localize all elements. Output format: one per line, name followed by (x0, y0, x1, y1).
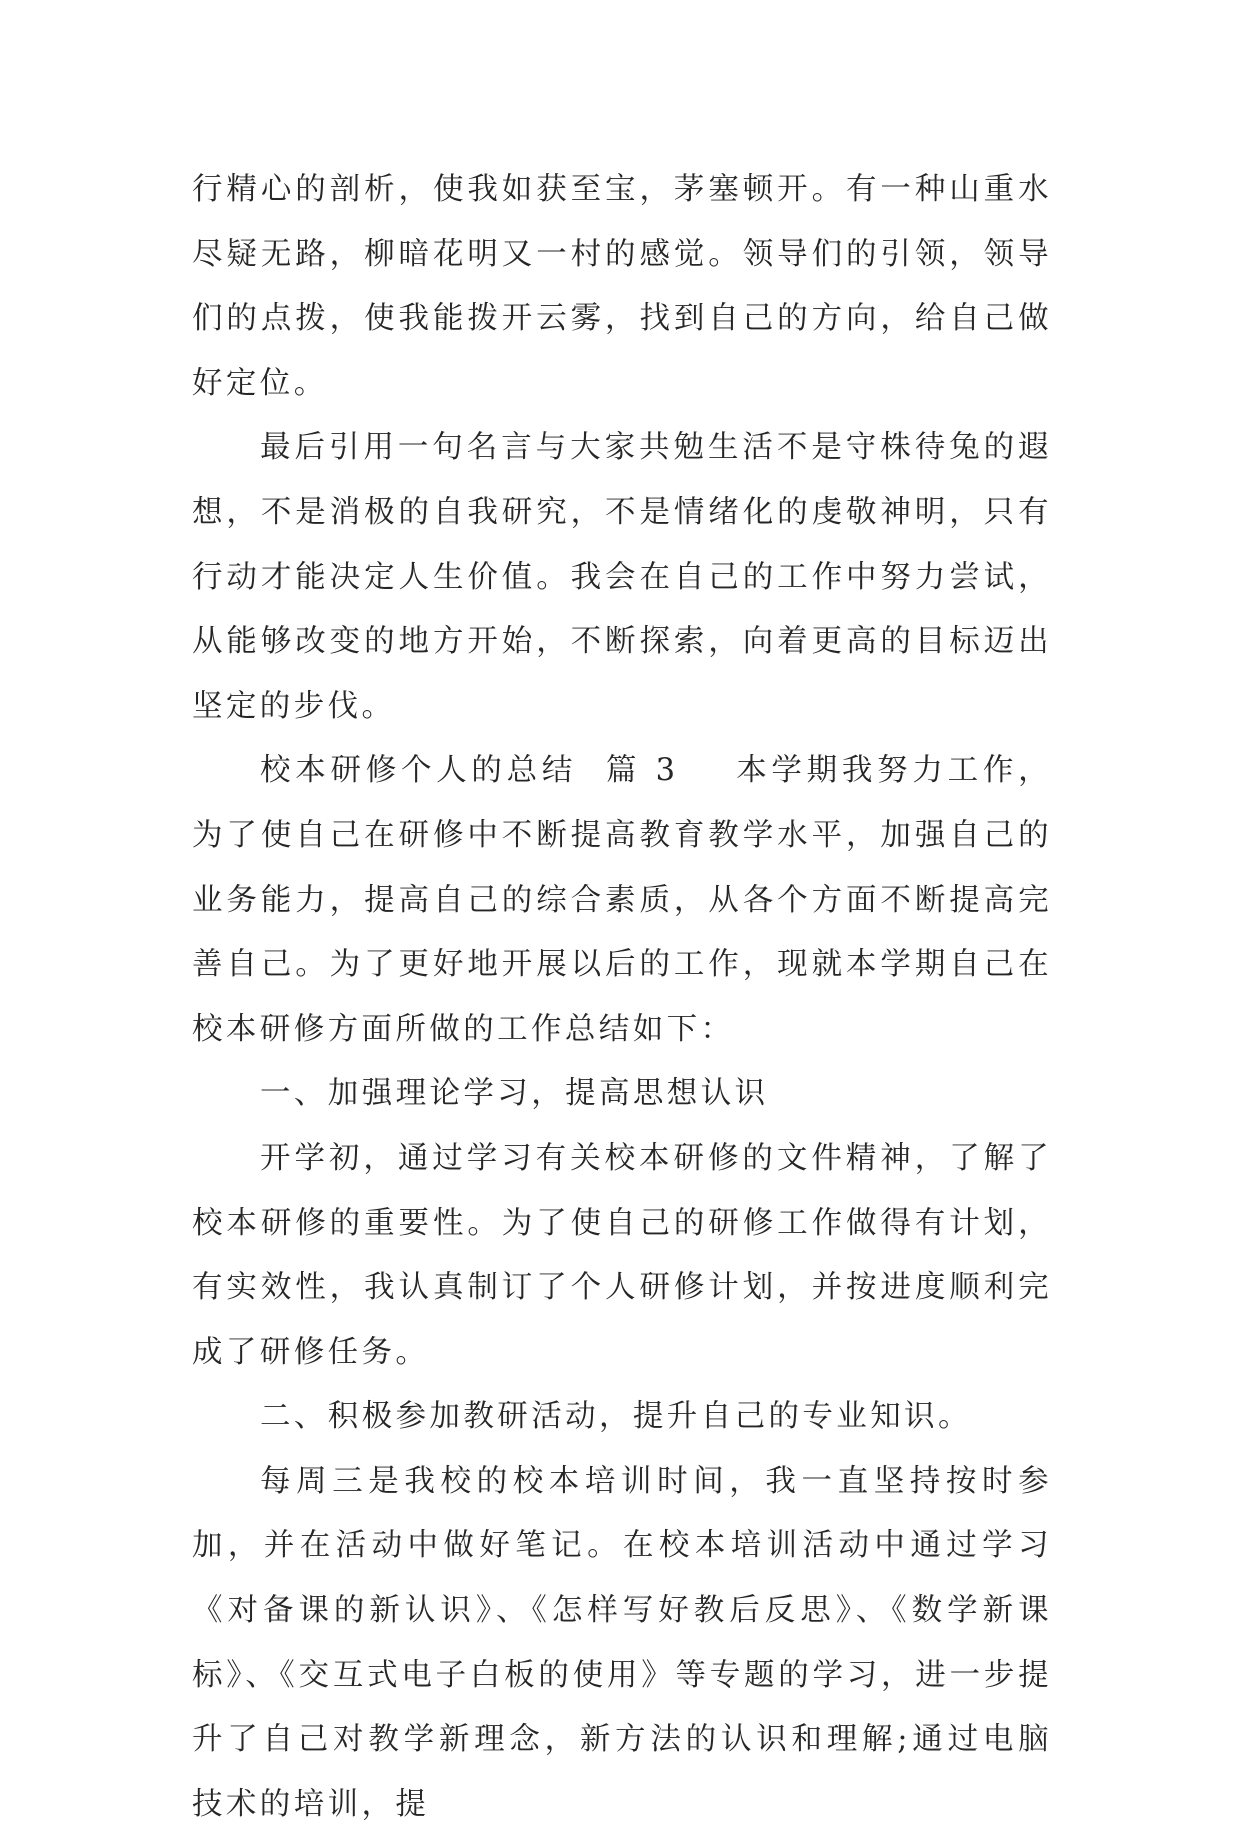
section-heading-2: 二、积极参加教研活动，提升自己的专业知识。 (260, 1399, 972, 1435)
paragraph-5: 开学初，通过学习有关校本研修的文件精神，了解了校本研修的重要性。为了使自己的研修工作做得有计划，有实效性，我认真制订了个人研修计划，并按进度顺利完成了研修任务。 (192, 1140, 1052, 1370)
paragraph-1: 行精心的剖析，使我如获至宝，茅塞顿开。有一种山重水尽疑无路，柳暗花明又一村的感觉。领导们的引领，领导们的点拨，使我能拨开云雾，找到自己的方向，给自己做好定位。 (192, 172, 1052, 401)
paragraph-3: 校本研修个人的总结 篇 3 本学期我努力工作，为了使自己在研修中不断提高教育教学水平，加强自己的业务能力，提高自己的综合素质，从各个方面不断提高完善自己。为了更好地开展以后的工作，现就本学期自己在校本研修方面所做的工作总结如下： (192, 753, 1052, 1047)
document-page (192, 158, 1052, 1837)
paragraph-2: 最后引用一句名言与大家共勉生活不是守株待兔的遐想，不是消极的自我研究，不是情绪化的虔敬神明，只有行动才能决定人生价值。我会在自己的工作中努力尝试，从能够改变的地方开始，不断探索，向着更高的目标迈出坚定的步伐。 (192, 430, 1052, 724)
section-heading-1: 一、加强理论学习，提高思想认识 (260, 1076, 769, 1112)
paragraph-7: 每周三是我校的校本培训时间，我一直坚持按时参加，并在活动中做好笔记。在校本培训活动中通过学习《对备课的新认识》、《怎样写好教后反思》、《数学新课标》、《交互式电子白板的使用》等专题的学习，进一步提升了自己对教学新理念，新方法的认识和理解;通过电脑技术的培训，提 (192, 1463, 1052, 1822)
